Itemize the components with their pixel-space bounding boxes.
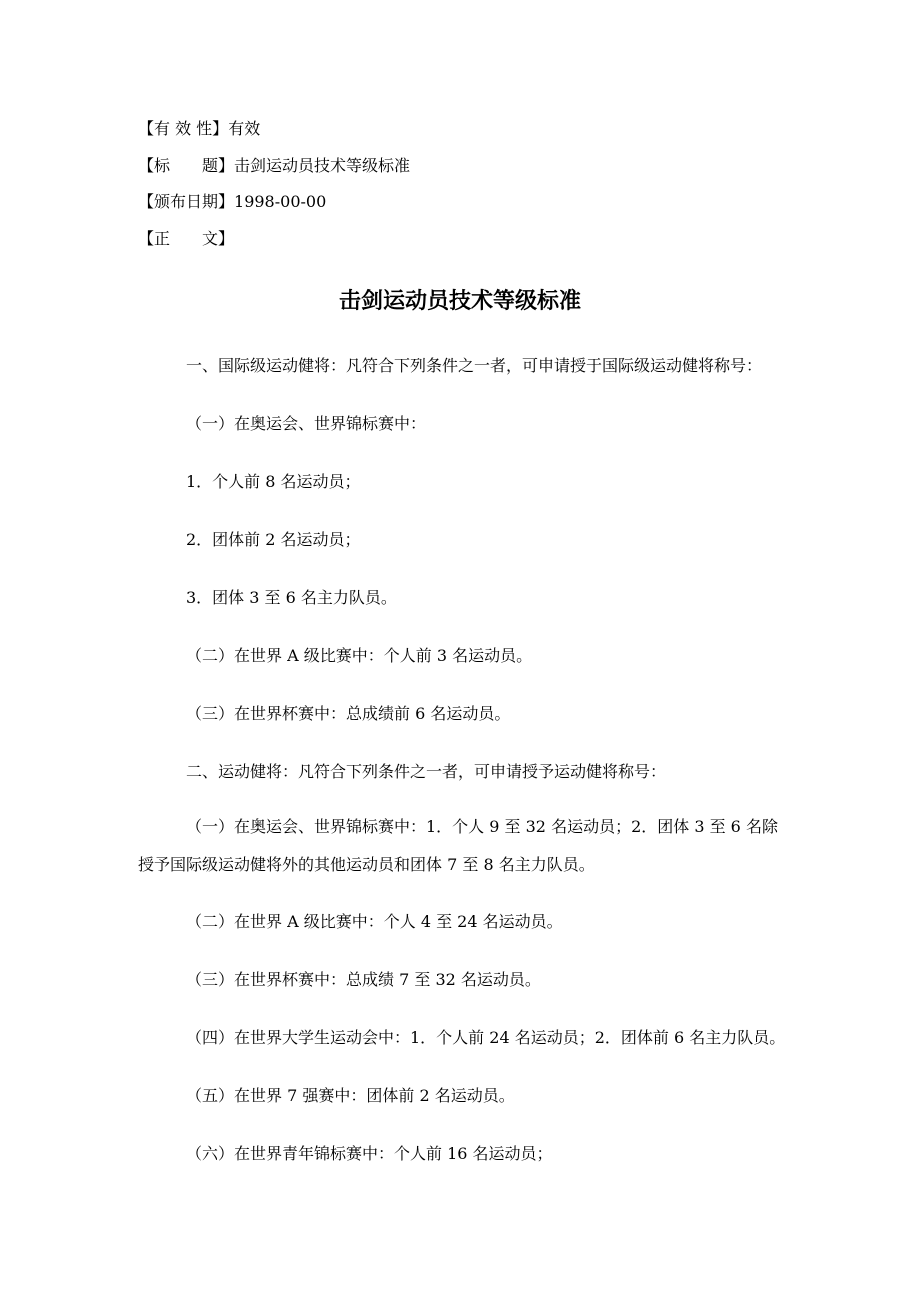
date-label: 【颁布日期】 (138, 192, 235, 211)
paragraph: （二）在世界 A 级比赛中：个人前 3 名运动员。 (186, 646, 533, 665)
body-label: 【正 文】 (138, 229, 235, 248)
date-value: 1998-00-00 (234, 192, 327, 211)
paragraph: （一）在奥运会、世界锦标赛中： (186, 414, 427, 433)
title-value: 击剑运动员技术等级标准 (234, 156, 411, 175)
paragraph: （二）在世界 A 级比赛中：个人 4 至 24 名运动员。 (186, 912, 563, 931)
paragraph: （六）在世界青年锦标赛中：个人前 16 名运动员； (186, 1144, 553, 1163)
paragraph: 2．团体前 2 名运动员； (186, 530, 361, 549)
paragraph: （四）在世界大学生运动会中：1．个人前 24 名运动员；2．团体前 6 名主力队员。 (186, 1028, 786, 1047)
title-field (138, 156, 410, 176)
paragraph: 1．个人前 8 名运动员； (186, 472, 361, 491)
validity-label: 【有 效 性】 (138, 119, 229, 138)
document-title: 击剑运动员技术等级标准 (338, 289, 581, 314)
title-label: 【标 题】 (138, 156, 235, 175)
paragraph: （五）在世界 7 强赛中：团体前 2 名运动员。 (186, 1086, 515, 1105)
validity-value: 有效 (228, 119, 261, 138)
paragraph: （三）在世界杯赛中：总成绩前 6 名运动员。 (186, 704, 511, 723)
paragraph: （一）在奥运会、世界锦标赛中：1．个人 9 至 32 名运动员；2．团体 3 至 6 名除授予国际级运动健将外的其他运动员和团体 7 至 8 名主力队员。 (138, 817, 778, 874)
paragraph: 一、国际级运动健将：凡符合下列条件之一者，可申请授于国际级运动健将称号： (186, 356, 763, 375)
date-field (138, 192, 326, 212)
body-field (138, 229, 234, 249)
paragraph: 二、运动健将：凡符合下列条件之一者，可申请授予运动健将称号： (186, 762, 667, 781)
validity-field (138, 119, 260, 139)
paragraph: （三）在世界杯赛中：总成绩 7 至 32 名运动员。 (186, 970, 541, 989)
paragraph: 3．团体 3 至 6 名主力队员。 (186, 588, 397, 607)
